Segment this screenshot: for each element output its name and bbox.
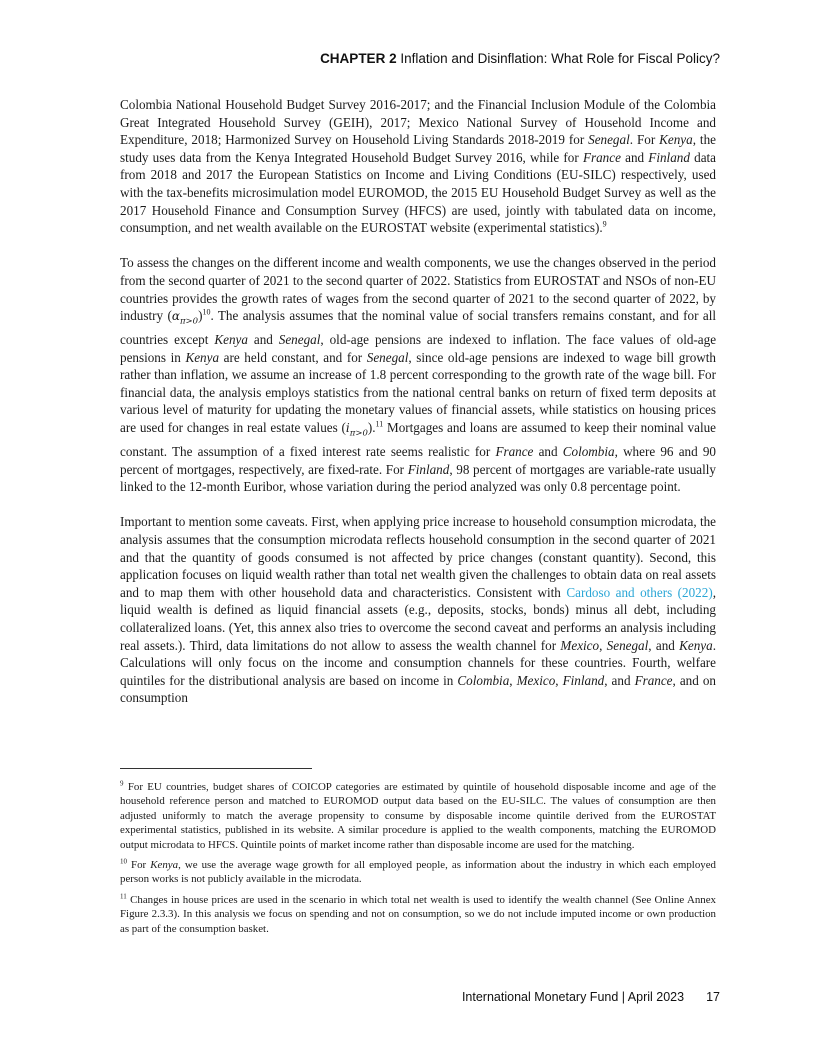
- chapter-label: CHAPTER 2: [320, 51, 397, 66]
- i-symbol: $i_{\pi>0}$: [345, 421, 368, 439]
- footnote-11: $^{11}$ Changes in house prices are used in the scenario in which total net wealth is used to identify the wealth channel (See Online Annex Figure 2.3.3). In this analysis we focus on spending and not on consumption, so we do not include imputed income or own production as part of the consumption basket.: [120, 892, 716, 935]
- publication-info: International Monetary Fund | April 2023: [461, 990, 685, 1004]
- paragraph-3: Important to mention some caveats. First, when applying price increase to household consumption microdata, the analysis assumes that the consumption microdata reflects household consumption in the second quarter of 2021 and that the quantity of goods consumed is not affected by price changes (constant quantity). Second, this application focuses on liquid wealth rather than total net wealth given the challenges to obtain data on real assets and to map them with other household data and characteristics. Consistent with Cardoso and others (2022), liquid wealth is defined as liquid financial assets (e.g., deposits, stocks, bonds) minus all debt, including collateralized loans. (Yet, this annex also tries to overcome the second caveat and performs an analysis including real assets.). Third, data limitations do not allow to assess the wealth channel for Mexico, Senegal, and Kenya. Calculations will only focus on the income and consumption channels for these countries. Fourth, welfare quintiles for the distributional analysis are based on income in Colombia, Mexico, Finland, and France, and on consumption: [120, 514, 716, 706]
- footnote-10: $^{10}$ For Kenya, we use the average wage growth for all employed people, as information about the industry in which each employed person works is not publicly available in the microdata.: [120, 857, 717, 886]
- body-text: [120, 96, 716, 725]
- page-number: 17: [706, 990, 720, 1004]
- footnote-9: $^9$ For EU countries, budget shares of COICOP categories are estimated by quintile of household disposable income and age of the household reference person and matched to EUROMOD output data based on the EU-SILC. The values of consumption are then adjusted uniformly to match the average propensity to consume by disposable income quintile derived from the EUROSTAT experimental statistics, published in its website. A similar procedure is applied to the wealth components, matching the EUROMOD output microdata to HFCS. Quintile points of market income rather than disposable income are used for the matching.: [120, 779, 716, 851]
- footnote-divider: [120, 768, 312, 769]
- footnote-ref-11[interactable]: 11: [375, 419, 384, 429]
- paragraph-1: Colombia National Household Budget Survey 2016-2017; and the Financial Inclusion Module of the Colombia Great Integrated Household Survey (GEIH), 2017; Mexico National Survey of Household Income and Expenditure, 2018; Harmonized Survey on Household Living Standards 2018-2019 for Senegal. For Kenya, the study uses data from the Kenya Integrated Household Budget Survey 2016, while for France and Finland data from 2018 and 2017 the European Statistics on Income and Living Conditions (EU-SILC) respectively, used with the tax-benefits microsimulation model EUROMOD, the 2015 EU Household Budget Survey as well as the 2017 Household Finance and Consumption Survey (HFCS) are used, jointly with tabulated data on income, consumption, and net wealth available on the EUROSTAT website (experimental statistics).$^9$: [120, 97, 717, 236]
- footnote-ref-10[interactable]: 10: [202, 307, 211, 317]
- footnote-ref-9[interactable]: 9: [602, 219, 607, 229]
- chapter-title: Inflation and Disinflation: What Role for Fiscal Policy?: [400, 51, 720, 66]
- footnotes: [120, 780, 716, 942]
- alpha-symbol: $\alpha_{\pi>0}$: [171, 309, 199, 327]
- paragraph-2: To assess the changes on the different income and wealth components, we use the changes observed in the period from the second quarter of 2021 to the second quarter of 2022. Statistics from EUROSTAT and NSOs of non-EU countries provides the growth rates of wages from the second quarter of 2021 to the second quarter of 2022, by industry $(\alpha_{\pi>0})^{10}$. The analysis assumes that the nominal value of social transfers remains constant, and for all countries except Kenya and Senegal, old-age pensions are indexed to inflation. The face values of old-age pensions in Kenya are held constant, and for Senegal, since old-age pensions are indexed to wage bill growth rather than inflation, we assume an increase of 1.8 percent corresponding to the growth rate of the wage bill. For financial data, the analysis employs statistics from the national central banks on return of fixed term deposits at various level of maturity for updating the monetary values of financial assets, while statistics on housing prices are used for changes in real estate values $(i_{\pi>0}).^{11}$ Mortgages and loans are assumed to keep their nominal value constant. The assumption of a fixed interest rate seems realistic for France and Colombia, where 96 and 90 percent of mortgages, respectively, are fixed-rate. For Finland, 98 percent of mortgages are variable-rate usually linked to the 12-month Euribor, whose variation during the period analyzed was only 0.8 percentage point.: [120, 255, 717, 495]
- running-header: [320, 51, 720, 66]
- citation-link[interactable]: Cardoso and others (2022): [566, 584, 713, 600]
- page-footer: [462, 990, 720, 1004]
